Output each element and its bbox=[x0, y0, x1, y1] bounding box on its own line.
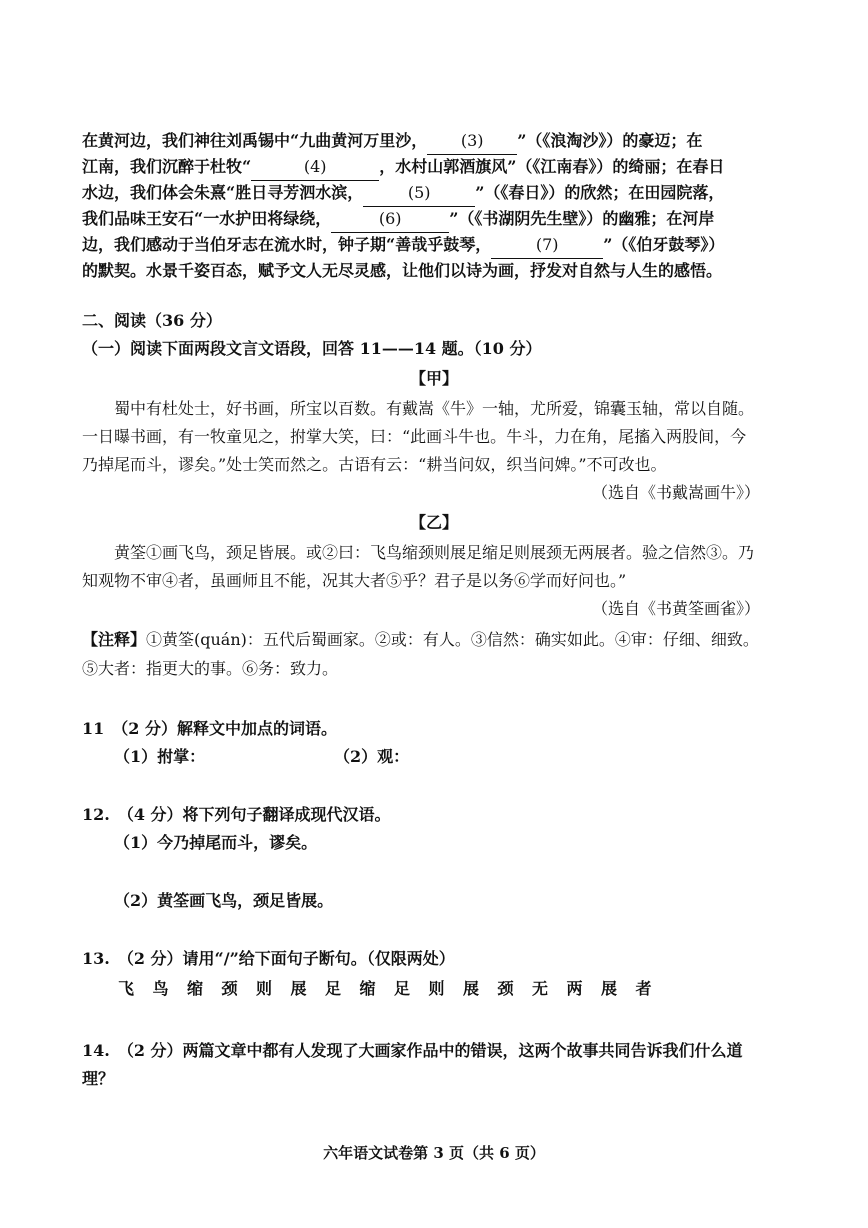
text: 在黄河边，我们神往刘禹锡中“九曲黄河万里沙， bbox=[82, 131, 428, 150]
q11-item-1: （1）拊掌： bbox=[114, 747, 206, 766]
char: 展 bbox=[601, 979, 618, 998]
char: 颈 bbox=[497, 979, 514, 998]
poem-line-2 bbox=[82, 154, 782, 181]
char: 展 bbox=[463, 979, 480, 998]
char: 则 bbox=[256, 979, 273, 998]
char: 者 bbox=[635, 979, 652, 998]
passage-yi-source: （选自《书黄筌画雀》） bbox=[591, 599, 760, 618]
blank-3[interactable]: (3) bbox=[427, 128, 517, 155]
poem-line-1 bbox=[82, 128, 782, 155]
poem-line-6: 的默契。水景千姿百态，赋予文人无尽灵感，让他们以诗为画，抒发对自然与人生的感悟。 bbox=[82, 261, 723, 280]
blank-7[interactable]: (7) bbox=[491, 232, 603, 259]
passage-yi-line-1: 黄筌①画飞鸟，颈足皆展。或②曰：飞鸟缩颈则展足缩足则展颈无两展者。验之信然③。乃 bbox=[114, 543, 755, 562]
char: 无 bbox=[532, 979, 549, 998]
q12-item-2: （2）黄筌画飞鸟，颈足皆展。 bbox=[114, 891, 334, 910]
notes-label: 【注释】 bbox=[82, 630, 147, 649]
passage-jia-line-2: 一日曝书画，有一牧童见之，拊掌大笑，曰：“此画斗牛也。牛斗，力在角，尾搐入两股间，今 bbox=[82, 427, 747, 446]
blank-4[interactable]: (4) bbox=[251, 154, 379, 181]
text: ”（《春日》）的欣然；在田园院落， bbox=[475, 183, 725, 202]
notes-line-2: ⑤大者：指更大的事。⑥务：致力。 bbox=[82, 659, 339, 678]
question-11: 11 （2 分）解释文中加点的词语。 bbox=[82, 719, 337, 738]
char: 飞 bbox=[118, 979, 135, 998]
notes-line-1 bbox=[82, 627, 782, 653]
passage-yi-line-2: 知观物不审④者，虽画师且不能，况其大者⑤乎？君子是以务⑥学而好问也。” bbox=[82, 571, 627, 590]
text: ，水村山郭酒旗风”（《江南春》）的绮丽；在春日 bbox=[379, 157, 725, 176]
section-heading: 二、阅读（36 分） bbox=[82, 311, 222, 330]
text: ”（《伯牙鼓琴》） bbox=[603, 235, 725, 254]
poem-line-3 bbox=[82, 180, 782, 207]
notes-text: ①黄筌(quán)：五代后蜀画家。②或：有人。③信然：确实如此。④审：仔细、细致。 bbox=[146, 630, 759, 649]
text: ”（《浪淘沙》）的豪迈；在 bbox=[517, 131, 703, 150]
blank-5[interactable]: (5) bbox=[363, 180, 475, 207]
q11-item-2: （2）观： bbox=[334, 747, 410, 766]
char: 缩 bbox=[359, 979, 376, 998]
q12-item-1: （1）今乃掉尾而斗，谬矣。 bbox=[114, 833, 318, 852]
page-footer: 六年语文试卷第 3 页（共 6 页） bbox=[323, 1144, 545, 1162]
text: 江南，我们沉醉于杜牧“ bbox=[82, 157, 252, 176]
passage-jia-source: （选自《书戴嵩画牛》） bbox=[591, 483, 760, 502]
text: 水边，我们体会朱熹“胜日寻芳泗水滨， bbox=[82, 183, 364, 202]
text: ”（《书湖阴先生壁》）的幽雅；在河岸 bbox=[449, 209, 715, 228]
char: 缩 bbox=[187, 979, 204, 998]
passage-jia-line-1: 蜀中有杜处士，好书画，所宝以百数。有戴嵩《牛》一轴，尤所爱，锦囊玉轴，常以自随。 bbox=[114, 399, 755, 418]
char: 颈 bbox=[221, 979, 238, 998]
text: 边，我们感动于当伯牙志在流水时，钟子期“善哉乎鼓琴， bbox=[82, 235, 492, 254]
char: 鸟 bbox=[152, 979, 169, 998]
question-13: 13. （2 分）请用“/”给下面句子断句。（仅限两处） bbox=[82, 949, 455, 968]
question-14-line-2: 理？ bbox=[82, 1069, 115, 1088]
passage-jia-line-3: 乃掉尾而斗，谬矣。”处士笑而然之。古语有云：“耕当问奴，织当问婢。”不可改也。 bbox=[82, 455, 667, 474]
passage-jia-title: 【甲】 bbox=[409, 369, 458, 388]
char: 足 bbox=[325, 979, 342, 998]
q13-sentence bbox=[118, 976, 718, 1002]
char: 足 bbox=[394, 979, 411, 998]
char: 则 bbox=[428, 979, 445, 998]
poem-line-5 bbox=[82, 232, 782, 259]
char: 展 bbox=[290, 979, 307, 998]
passage-yi-title: 【乙】 bbox=[409, 513, 458, 532]
text: 我们品味王安石“一水护田将绿绕， bbox=[82, 209, 332, 228]
question-12: 12. （4 分）将下列句子翻译成现代汉语。 bbox=[82, 805, 391, 824]
char: 两 bbox=[566, 979, 583, 998]
poem-line-4 bbox=[82, 206, 782, 233]
blank-6[interactable]: (6) bbox=[331, 206, 449, 233]
section-subheading: （一）阅读下面两段文言文语段，回答 11——14 题。（10 分） bbox=[82, 339, 542, 358]
question-14-line-1: 14. （2 分）两篇文章中都有人发现了大画家作品中的错误，这两个故事共同告诉我们什么道 bbox=[82, 1041, 743, 1060]
